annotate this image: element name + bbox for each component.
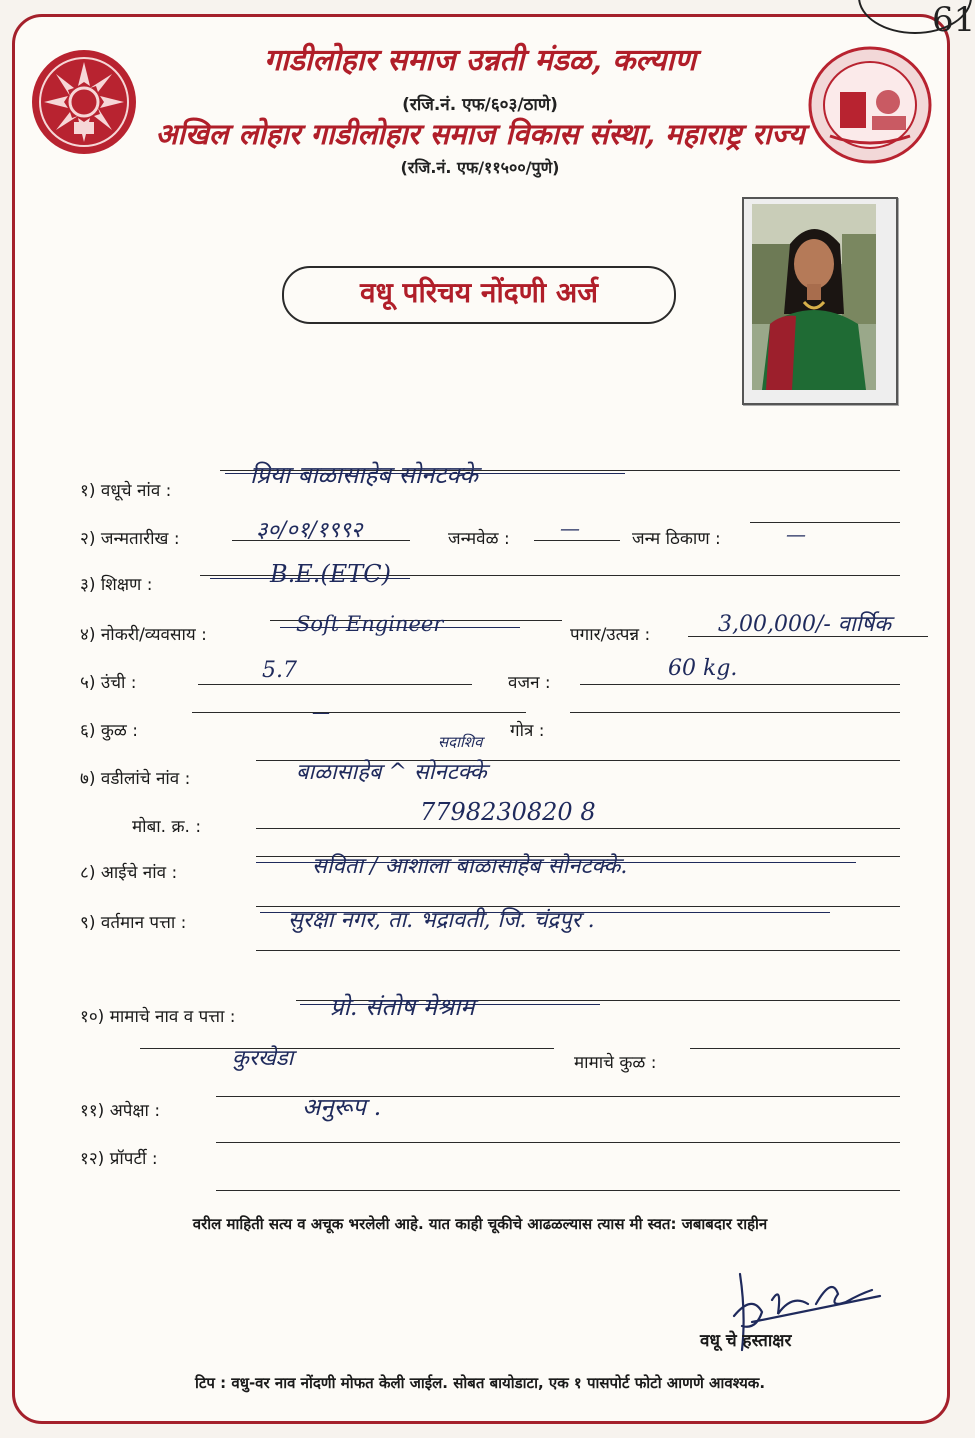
kul-value[interactable]: — xyxy=(312,702,330,723)
height-line xyxy=(198,684,472,685)
signature-label: वधू चे हस्ताक्षर xyxy=(700,1331,792,1351)
job-strike xyxy=(280,627,520,628)
birth-time-label: जन्मवेळ : xyxy=(448,529,510,549)
mother-name-value[interactable]: सविता / आशाला बाळासाहेब सोनटक्के. xyxy=(312,854,628,879)
address-line-2 xyxy=(256,950,900,951)
uncle-value[interactable]: प्रो. संतोष मेश्राम xyxy=(330,993,475,1021)
birth-time-line xyxy=(534,540,620,541)
mother-name-label: ८) आईचे नांव : xyxy=(80,863,178,883)
education-value[interactable]: B.E.(ETC) xyxy=(270,560,392,588)
weight-label: वजन : xyxy=(508,673,551,693)
bride-name-value[interactable]: प्रिया बाळासाहेब सोनटक्के xyxy=(250,461,478,489)
bride-name-strike xyxy=(225,473,625,474)
org-registration: (रजि.नं. एफ/६०३/ठाणे) xyxy=(402,95,558,115)
height-label: ५) उंची : xyxy=(80,673,137,693)
mobile-line xyxy=(256,828,900,829)
uncle-line-2 xyxy=(140,1048,554,1049)
uncle-strike xyxy=(300,1004,600,1005)
weight-line xyxy=(580,684,900,685)
father-name-label: ७) वडीलांचे नांव : xyxy=(80,769,191,789)
uncle-kul-label: मामाचे कुळ : xyxy=(574,1053,657,1073)
job-label: ४) नोकरी/व्यवसाय : xyxy=(80,625,207,645)
mother-name-strike xyxy=(256,862,856,863)
uncle-value-2[interactable]: कुरखेडा xyxy=(232,1046,294,1071)
weight-value[interactable]: 60 kg. xyxy=(668,656,738,681)
birth-place-line xyxy=(750,522,900,523)
kul-label: ६) कुळ : xyxy=(80,721,138,741)
dob-label: २) जन्मतारीख : xyxy=(80,529,180,549)
address-strike xyxy=(260,912,830,913)
birth-place-label: जन्म ठिकाण : xyxy=(632,529,721,549)
father-name-value[interactable]: बाळासाहेब ^ सोनटक्के xyxy=(296,760,487,785)
expectation-label: ११) अपेक्षा : xyxy=(80,1101,161,1121)
kul-line xyxy=(192,712,526,713)
birth-time-value[interactable]: — xyxy=(560,516,580,540)
address-label: ९) वर्तमान पत्ता : xyxy=(80,913,187,933)
uncle-label: १०) मामाचे नाव व पत्ता : xyxy=(80,1007,236,1027)
property-line-1 xyxy=(216,1142,900,1143)
gotra-label: गोत्र : xyxy=(510,721,545,741)
address-value[interactable]: सुरक्षा नगर, ता. भद्रावती, जि. चंद्रपुर . xyxy=(288,908,595,933)
expectation-value[interactable]: अनुरूप . xyxy=(302,1093,382,1121)
uncle-kul-line xyxy=(690,1048,900,1049)
passport-photo xyxy=(752,204,876,390)
education-strike xyxy=(210,578,410,579)
salary-label: पगार/उत्पन्न : xyxy=(570,625,651,645)
education-label: ३) शिक्षण : xyxy=(80,575,153,595)
job-value[interactable]: Soft Engineer xyxy=(296,612,444,636)
property-line-2 xyxy=(216,1190,900,1191)
mobile-value[interactable]: 7798230820 8 xyxy=(420,798,596,826)
org-name-heading: गाडीलोहार समाज उन्नती मंडळ, कल्याण xyxy=(264,43,696,78)
mobile-label: मोबा. क्र. : xyxy=(132,817,202,837)
height-value[interactable]: 5.7 xyxy=(262,658,297,683)
tip-note: टिप : वधु-वर नाव नोंदणी मोफत केली जाईल. सोबत बायोडाटा, एक १ पासपोर्ट फोटो आणणे आवश्यक. xyxy=(194,1374,766,1392)
bride-name-label: १) वधूचे नांव : xyxy=(80,481,172,501)
salary-value[interactable]: 3,00,000/- वार्षिक xyxy=(718,612,892,637)
birth-place-value[interactable]: — xyxy=(786,522,806,546)
federation-name-heading: अखिल लोहार गाडीलोहार समाज विकास संस्था, महाराष्ट्र राज्य xyxy=(155,117,805,151)
form-title: वधू परिचय नोंदणी अर्ज xyxy=(360,276,598,309)
corner-number: 61 xyxy=(932,0,975,40)
property-label: १२) प्रॉपर्टी : xyxy=(80,1149,158,1169)
declaration-text: वरील माहिती सत्य व अचूक भरलेली आहे. यात काही चूकीचे आढळल्यास त्यास मी स्वत: जबाबदार राहीन xyxy=(192,1215,768,1233)
father-name-insert[interactable]: सदाशिव xyxy=(438,733,483,751)
dob-value[interactable]: ३०/०१/१९९२ xyxy=(256,518,363,543)
gotra-line xyxy=(570,712,900,713)
federation-registration: (रजि.नं. एफ/११५००/पुणे) xyxy=(400,158,560,177)
